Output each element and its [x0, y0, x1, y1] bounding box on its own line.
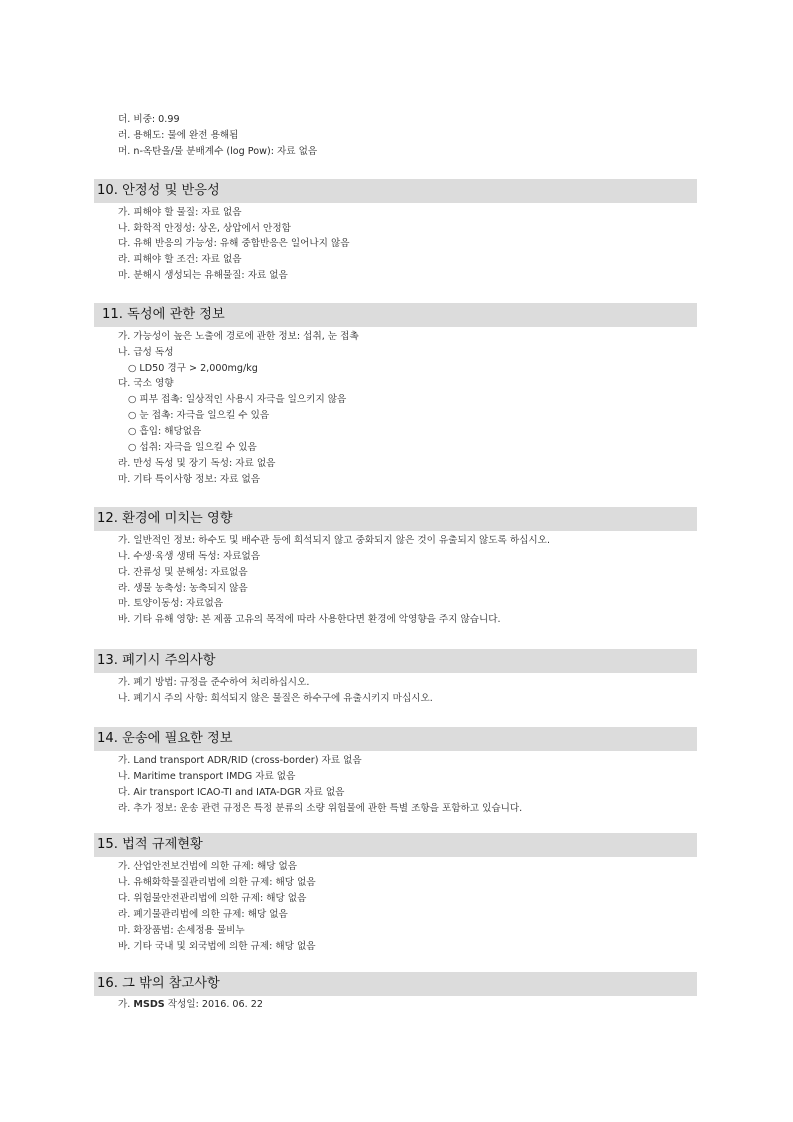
property-line: 더. 비중: 0.99 [118, 114, 180, 125]
section-header-15: 15. 법적 규제현황 [94, 833, 697, 857]
bullet-line: ○ LD50 경구 > 2,000mg/kg [128, 363, 258, 374]
section-line: 마. 화장품법: 손세정용 물비누 [118, 925, 245, 936]
msds-label: MSDS [133, 999, 165, 1010]
section-line: 가. 피해야 할 물질: 자료 없음 [118, 207, 242, 218]
bullet-line: ○ 눈 접촉: 자극을 일으킬 수 있음 [128, 410, 270, 421]
section-header-12: 12. 환경에 미치는 영향 [94, 507, 697, 531]
section-header-13: 13. 폐기시 주의사항 [94, 649, 697, 673]
section-line: 마. 분해시 생성되는 유해물질: 자료 없음 [118, 270, 288, 281]
section-line: 라. 만성 독성 및 장기 독성: 자료 없음 [118, 458, 276, 469]
section-header-14: 14. 운송에 필요한 정보 [94, 727, 697, 751]
section-line: 다. 잔류성 및 분해성: 자료없음 [118, 567, 248, 578]
section-header-11: 11. 독성에 관한 정보 [94, 303, 697, 327]
section-line: 나. 화학적 안정성: 상온, 상압에서 안정함 [118, 223, 291, 234]
section-line: 바. 기타 국내 및 외국법에 의한 규제: 해당 없음 [118, 941, 316, 952]
section-line: 다. Air transport ICAO-TI and IATA-DGR 자료 없음 [118, 787, 345, 798]
section-line: 나. 폐기시 주의 사항: 희석되지 않은 물질은 하수구에 유출시키지 마십시오. [118, 693, 433, 704]
property-line: 러. 용해도: 물에 완전 용해됨 [118, 130, 239, 141]
bullet-line: ○ 흡입: 해당없음 [128, 426, 202, 437]
bullet-line: ○ 피부 접촉: 일상적인 사용시 자극을 일으키지 않음 [128, 394, 347, 405]
section-line: 다. 유해 반응의 가능성: 유해 중합반응은 일어나지 않음 [118, 238, 350, 249]
section-line: 라. 폐기물관리법에 의한 규제: 해당 없음 [118, 909, 288, 920]
section-line: 나. Maritime transport IMDG 자료 없음 [118, 771, 296, 782]
section-header-16: 16. 그 밖의 참고사항 [94, 972, 697, 996]
item-prefix: 가. [118, 999, 131, 1010]
date-label: 작성일: [167, 999, 199, 1010]
date-value: 2016. 06. 22 [201, 999, 263, 1010]
section-line: 가. 산업안전보건법에 의한 규제: 해당 없음 [118, 861, 298, 872]
section-header-10: 10. 안정성 및 반응성 [94, 179, 697, 203]
section-line: 바. 기타 유해 영향: 본 제품 고유의 목적에 따라 사용한다면 환경에 악영향을 주지 않습니다. [118, 614, 501, 625]
section-line: 가. 가능성이 높은 노출에 경로에 관한 정보: 섭취, 눈 접촉 [118, 331, 359, 342]
section-line: 가. 폐기 방법: 규정을 준수하여 처리하십시오. [118, 677, 310, 688]
section-line: 라. 피해야 할 조건: 자료 없음 [118, 254, 242, 265]
section-line: 라. 추가 정보: 운송 관련 규정은 특정 분류의 소량 위험물에 관한 특별 조항을 포함하고 있습니다. [118, 803, 523, 814]
section-line: 마. 기타 특이사항 정보: 자료 없음 [118, 474, 261, 485]
section-line: 다. 위험물안전관리법에 의한 규제: 해당 없음 [118, 893, 307, 904]
section-line: 가. Land transport ADR/RID (cross-border) 자료 없음 [118, 755, 362, 766]
property-line: 머. n-옥탄올/물 분배계수 (log Pow): 자료 없음 [118, 146, 318, 157]
section-line: 나. 급성 독성 [118, 347, 174, 358]
section-line: 나. 유해화학물질관리법에 의한 규제: 해당 없음 [118, 877, 316, 888]
bullet-line: ○ 섭취: 자극을 일으킬 수 있음 [128, 442, 257, 453]
section-line: 나. 수생·육생 생태 독성: 자료없음 [118, 551, 261, 562]
msds-date-line [118, 998, 263, 1012]
section-line: 라. 생물 농축성: 농축되지 않음 [118, 583, 248, 594]
section-line: 마. 토양이동성: 자료없음 [118, 598, 224, 609]
section-line: 가. 일반적인 정보: 하수도 및 배수관 등에 희석되지 않고 중화되지 않은 것이 유출되지 않도록 하십시오. [118, 535, 550, 546]
section-line: 다. 국소 영향 [118, 378, 174, 389]
